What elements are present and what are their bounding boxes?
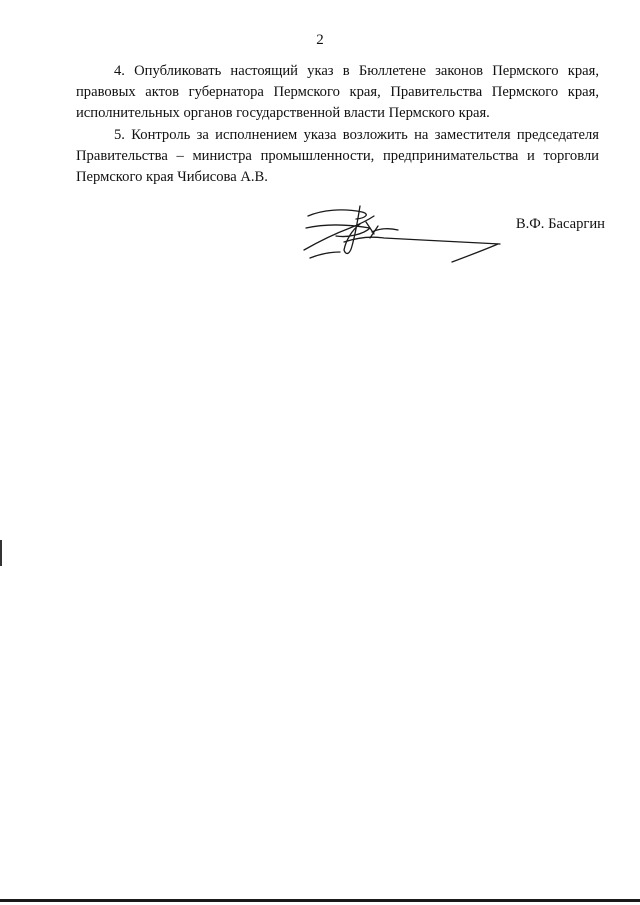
paragraph-4: 4. Опубликовать настоящий указ в Бюллетене законов Пермского края, правовых актов губернатора Пермского края, Правительства Пермского края, исполнительных органов государственной власти Пермского края.: [76, 63, 599, 122]
handwritten-signature: [300, 198, 520, 270]
paragraph-5: 5. Контроль за исполнением указа возложить на заместителя председателя Правительства – министра промышленности, предпринимательства и торговли Пермского края Чибисова А.В.: [76, 126, 599, 186]
document-body: [76, 61, 599, 188]
signer-name: В.Ф. Басаргин: [515, 216, 605, 232]
page-number: 2: [316, 32, 324, 48]
scan-edge-mark: [0, 540, 2, 566]
scan-bottom-line: [0, 899, 640, 902]
